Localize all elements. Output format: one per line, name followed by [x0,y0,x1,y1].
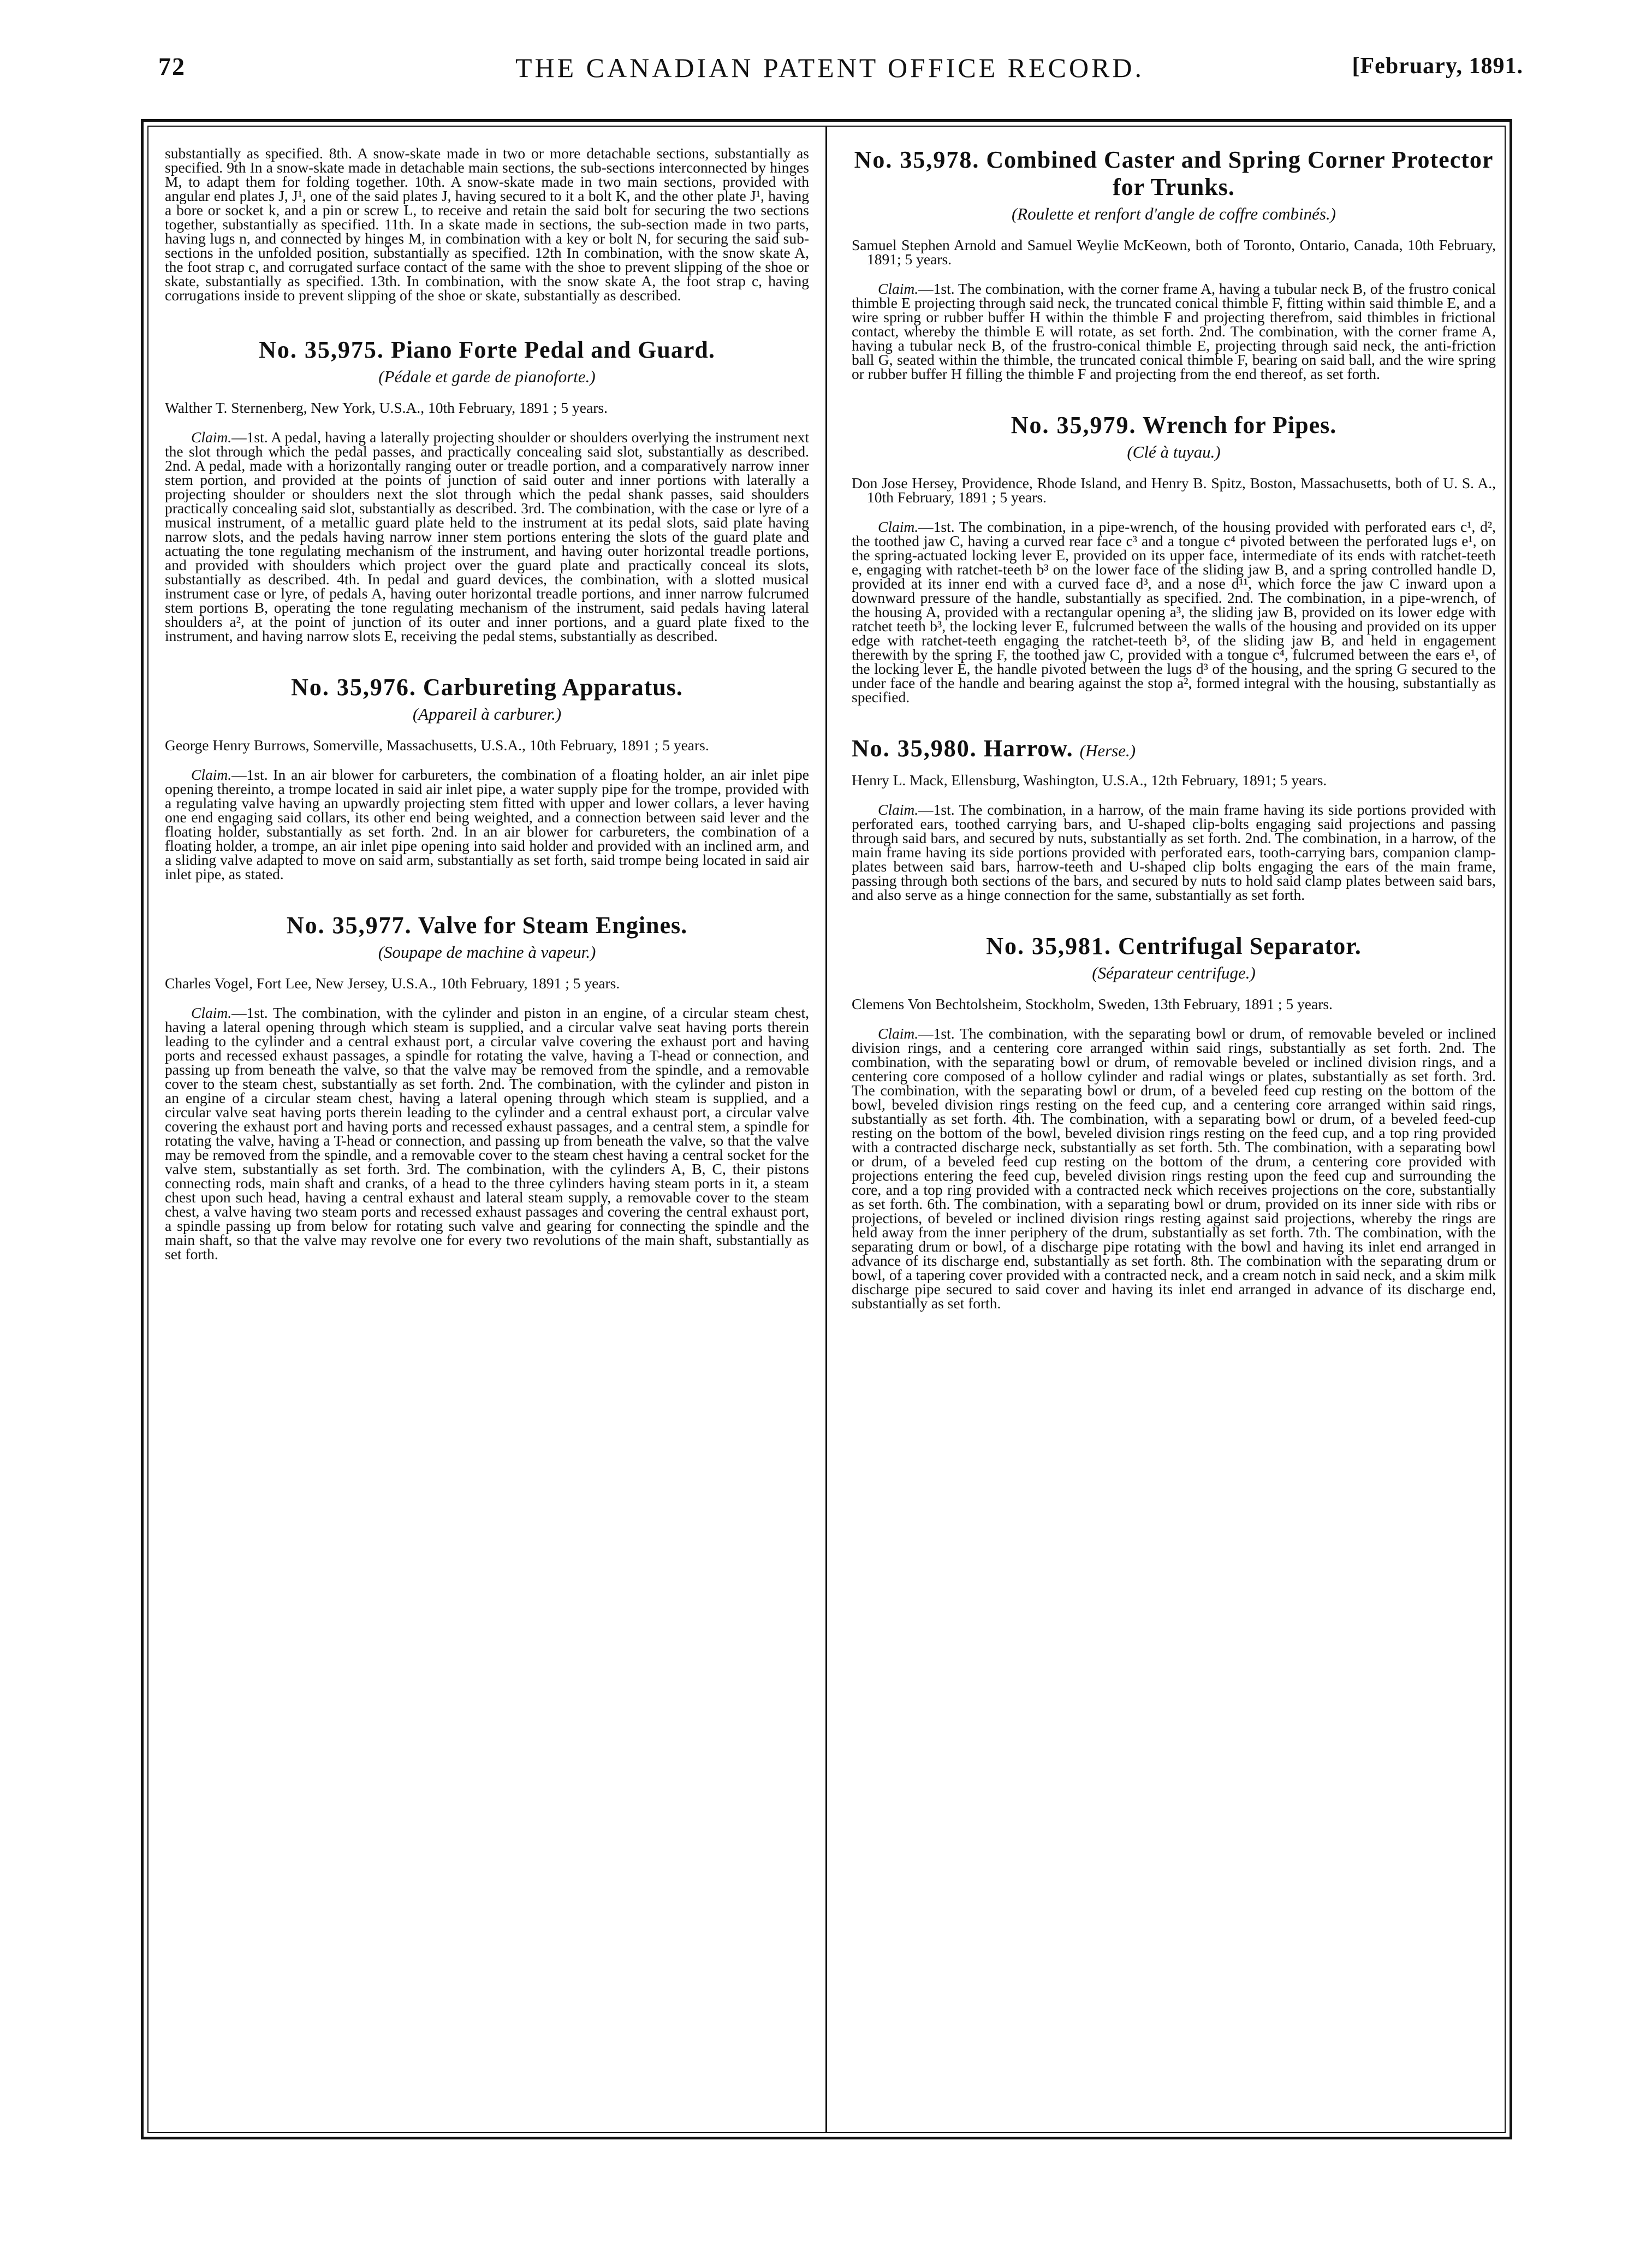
patent-number: No. 35,981. [986,933,1112,959]
patent-entry [852,933,1496,1311]
patent-number: No. 35,979. [1011,412,1137,438]
column-rule [825,127,827,2132]
claim-label: Claim. [878,280,919,297]
continued-text: substantially as specified. 8th. A snow-skate made in two or more detachable sections, substantially as specified. 9th In a snow-skate made in detachable main sections, the sub-sections interconnected by hinges M, to adapt them for folding together. 10th. A snow-skate made in two main sections, provided with angular end plates J, J¹, one of the said plates J, having secured to it a bolt K, and the other plate J¹, having a bore or socket k, and a pin or screw L, to receive and retain the said bolt for securing the two sections together, substantially as specified. 11th. In a skate made in sections, the sub-section made in two parts, having lugs n, and connected by hinges M, in combination with a key or bolt N, for securing the said sub-sections in the unfolded position, substantially as specified. 12th In combination, with the snow skate A, the foot strap c, and corrugated surface contact of the same with the shoe to prevent slipping of the shoe or skate, substantially as specified. 13th. In combination, with the snow skate A, the foot strap c, having corrugations inside to prevent slipping of the shoe or skate, substantially as described. [165,145,809,304]
patent-french-title: (Herse.) [1079,741,1136,760]
patent-number: No. 35,978. [854,146,980,173]
patent-claims [852,282,1496,381]
page-number: 72 [158,52,186,80]
left-column [165,146,809,1292]
patent-heading [852,933,1496,960]
patent-french-title: (Clé à tuyau.) [1127,442,1221,461]
patent-number: No. 35,980. [852,735,977,762]
claim-label: Claim. [191,429,232,446]
claim-label: Claim. [878,1025,919,1042]
journal-title: THE CANADIAN PATENT OFFICE RECORD. [515,52,1145,83]
patent-title: Centrifugal Separator. [1118,933,1362,959]
patent-claims [852,1027,1496,1311]
claim-text: —1st. In an air blower for carbureters, the combination of a floating holder, an air inlet pipe opening thereinto, a trompe located in said air inlet pipe, a water supply pipe for the trompe, provided with a regulating valve having an upwardly projecting stem fitted with upper and lower collars, a lever having one end engaging said collars, its other end being weighted, and a connection between said lever and the floating holder, substantially as set forth. 2nd. In an air blower for carbureters, the combination of a floating holder, a trompe, an air inlet pipe opening into said holder and provided with an inclined arm, and a sliding valve adapted to move on said arm, substantially as set forth, said trompe being located in said air inlet pipe, as stated. [165,766,809,882]
patent-heading [852,735,1496,762]
patent-grantee: Clemens Von Bechtolsheim, Stockholm, Sweden, 13th February, 1891 ; 5 years. [852,995,1333,1012]
patent-claims [852,520,1496,704]
patent-heading [165,336,809,364]
patent-claims [165,768,809,881]
patent-heading [852,146,1496,201]
patent-entry [852,146,1496,381]
patent-grantee: George Henry Burrows, Somerville, Massachusetts, U.S.A., 10th February, 1891 ; 5 years. [165,737,709,754]
claim-text: —1st. The combination, in a pipe-wrench, of the housing provided with perforated ears c¹, d², the toothed jaw C, having a curved rear face c³ and a tongue c⁴ pivoted between the perforated lugs e¹, on the spring-actuated locking lever E, provided on its upper face, intermediate of its ends with ratchet-teeth e, engaging with ratchet-teeth b³ on the lower face of the sliding jaw B, and a spring controlled handle D, provided at its inner end with a curved face d³, and a nose d¹¹, which force the jaw C inward upon a downward pressure of the handle, substantially as specified. 2nd. The combination, in a pipe-wrench, of the housing A, provided with a rectangular opening a³, the sliding jaw B, provided on its lower edge with ratchet teeth b³, the locking lever E, fulcrumed between the walls of the housing and provided on its upper edge with ratchet-teeth engaging the ratchet-teeth b³, of the sliding jaw B, and held in engagement therewith by the spring F, the toothed jaw C, provided with a tongue c⁴, fulcrumed between the ears e¹, of the locking lever E, the handle pivoted between the lugs d³ of the housing, and the spring G secured to the under face of the handle and bearing against the stop a², formed integral with the housing, substantially as specified. [852,518,1496,705]
claim-label: Claim. [878,801,919,818]
patent-french-title: (Pédale et garde de pianoforte.) [378,367,596,386]
patent-grantee: Samuel Stephen Arnold and Samuel Weylie McKeown, both of Toronto, Ontario, Canada, 10th February, 1891; 5 years. [852,236,1496,268]
patent-grantee: Charles Vogel, Fort Lee, New Jersey, U.S.A., 10th February, 1891 ; 5 years. [165,975,620,992]
claim-text: —1st. The combination, with the corner frame A, having a tubular neck B, of the frustro conical thimble E projecting through said neck, the truncated conical thimble F, fitting within said thimble E, and a wire spring or rubber buffer H within the thimble F and projecting therefrom, said thimbles in frictional contact, whereby the thimble E will rotate, as set forth. 2nd. The combination, with the corner frame A, having a tubular neck B, of the frustro-conical thimble E, projecting through said neck, the anti-friction ball G, seated within the thimble, the truncated conical thimble F, bearing on said ball, and the wire spring or rubber buffer H filling the thimble F and projecting from the end thereof, as set forth. [852,280,1496,382]
claim-text: —1st. The combination, in a harrow, of the main frame having its side portions provided with perforated ears, toothed carrying bars, and U-shaped clip-bolts engaging said projections and passing through said bars, and secured by nuts, substantially as set forth. 2nd. The combination, in a harrow, of the main frame having its side portions provided with perforated ears, tooth-carrying bars, companion clamp-plates between said bars, harrow-teeth and U-shaped clip bolts engaging the ears of the main frame, passing through both sections of the bars, and secured by nuts to hold said clamp plates between said bars, and also serve as a hinge connection for the same, substantially as set forth. [852,801,1496,903]
claim-label: Claim. [191,766,232,783]
patent-heading [165,674,809,701]
patent-claims [852,803,1496,902]
claim-text: —1st. The combination, with the separating bowl or drum, of removable beveled or inclined division rings, and a centering core arranged within said rings, substantially as set forth. 2nd. The combination, with the separating bowl or drum, of removable beveled or inclined division rings, and a centering core composed of a hollow cylinder and radial wings or plates, substantially as set forth. 3rd. The combination, with the separating bowl or drum, of a beveled feed cup resting on the bottom of the bowl, beveled division rings resting on the feed cup, and a centering core arranged within said rings, substantially as set forth. 4th. The combination, with a separating bowl or drum, of a beveled feed-cup resting on the bottom of the bowl, beveled division rings resting on the feed cup, and a top ring provided with a contracted discharge neck, substantially as set forth. 5th. The combination, with a separating bowl or drum, of a beveled feed cup resting on the bottom of the drum, a centering core provided with projections entering the feed cup, beveled division rings resting upon the feed cup and surrounding the core, and a top ring provided with a contracted neck which receives projections on the core, substantially as set forth. 6th. The combination, with a separating bowl or drum, provided on its inner side with ribs or projections, of beveled or inclined division rings resting against said projections, whereby the rings are held away from the inner periphery of the drum, substantially as set forth. 7th. The combination, with the separating drum or bowl, of a discharge pipe rotating with the bowl and having its inlet end arranged in advance of its discharge end, substantially as set forth. 8th. The combination with the separating drum or bowl, of a tapering cover provided with a contracted neck, and a cream notch in said neck, and a skim milk discharge pipe secured to said cover and having its inlet end arranged in advance of its discharge end, substantially as set forth. [852,1025,1496,1312]
right-column [852,146,1496,1341]
claim-text: —1st. A pedal, having a laterally projecting shoulder or shoulders overlying the instrument next the slot through which the pedal passes, and practically concealing said slot, substantially as described. 2nd. A pedal, made with a horizontally ranging outer or treadle portion, and a comparatively narrow inner stem portion, and provided at the points of junction of said outer and inner portions with laterally a projecting shoulder or shoulders next the slot through which the pedal shank passes, said shoulders practically concealing said slot, substantially as described. 3rd. The combination, with the case or lyre of a musical instrument, of a metallic guard plate held to the instrument at its pedal slots, said plate having narrow slots, and the pedals having narrow inner stem portions entering the slots of the guard plate and actuating the tone regulating mechanism of the instrument, and having outer horizontal treadle portions, and provided with shoulders which project over the guard plate and practically conceal its slots, substantially as described. 4th. In pedal and guard devices, the combination, with a slotted musical instrument case or lyre, of pedals A, having outer horizontal treadle portions, and inner narrow fulcrumed stem portions B, operating the tone regulating mechanism of the instrument, said pedals having lateral shoulders a², at the point of junction of its outer and inner portions, and a guard plate fixed to the instrument, and having narrow slots E, receiving the pedal stems, substantially as described. [165,429,809,644]
patent-entry [165,674,809,881]
patent-heading [165,912,809,939]
patent-title: Wrench for Pipes. [1142,412,1337,438]
patent-entry [852,412,1496,704]
claim-label: Claim. [878,518,919,535]
patent-heading [852,412,1496,439]
patent-claims [165,430,809,643]
patent-french-title: (Séparateur centrifuge.) [1092,963,1256,982]
patent-entry [165,336,809,643]
patent-number: No. 35,977. [286,912,412,939]
patent-french-title: (Appareil à carburer.) [412,704,562,724]
patent-french-title: (Soupape de machine à vapeur.) [378,942,596,962]
claim-label: Claim. [191,1004,232,1021]
patent-claims [165,1006,809,1261]
page-header [136,52,1523,90]
patent-number: No. 35,976. [291,674,417,701]
patent-title: Valve for Steam Engines. [418,912,688,939]
patent-grantee: Henry L. Mack, Ellensburg, Washington, U.S.A., 12th February, 1891; 5 years. [852,772,1327,788]
patent-french-title: (Roulette et renfort d'angle de coffre combinés.) [1011,204,1336,223]
patent-title: Piano Forte Pedal and Guard. [390,336,715,363]
patent-number: No. 35,975. [259,336,384,363]
patent-title: Carbureting Apparatus. [423,674,683,701]
patent-entry [852,735,1496,902]
patent-grantee: Walther T. Sternenberg, New York, U.S.A., 10th February, 1891 ; 5 years. [165,399,608,416]
issue-date: [February, 1891. [1352,54,1523,79]
patent-entry [165,912,809,1261]
patent-title: Combined Caster and Spring Corner Protector for Trunks. [986,146,1494,200]
patent-grantee: Don Jose Hersey, Providence, Rhode Island, and Henry B. Spitz, Boston, Massachusetts, both of U. S. A., 10th February, 1891 ; 5 years. [852,475,1496,506]
claim-text: —1st. The combination, with the cylinder and piston in an engine, of a circular steam chest, having a lateral opening through which steam is supplied, and a circular valve seat having ports therein leading to the cylinder and a central exhaust port, a circular valve covering the exhaust port and having ports and recessed exhaust passages, a spindle for rotating the valve, having a T-head or connection, and passing up from beneath the valve, so that the valve may be removed from the spindle, and a removable cover to the steam chest, substantially as set forth. 2nd. The combination, with the cylinder and piston in an engine of a circular steam chest, having a lateral opening through which steam is supplied, and a circular valve seat having ports therein leading to the cylinder and a central exhaust port, a circular valve covering the exhaust port and having ports and recessed exhaust passages, and a central stem, a spindle for rotating the valve, having a T-head or connection, and passing up from beneath the valve, so that the valve may be removed from the spindle, and a removable cover to the steam chest having a central socket for the valve stem, substantially as set forth. 3rd. The combination, with the cylinders A, B, C, their pistons connecting rods, main shaft and cranks, of a head to the three cylinders having steam ports in it, a steam chest upon such head, having a central exhaust and lateral steam supply, a removable cover to the steam chest, a valve having two steam ports and recessed exhaust passages and covering the central exhaust port, a spindle passing up from below for rotating such valve and gearing for connecting the spindle and the main shaft, so that the valve may revolve one for every two revolutions of the main shaft, substantially as set forth. [165,1004,809,1262]
patent-title: Harrow. [983,735,1073,762]
